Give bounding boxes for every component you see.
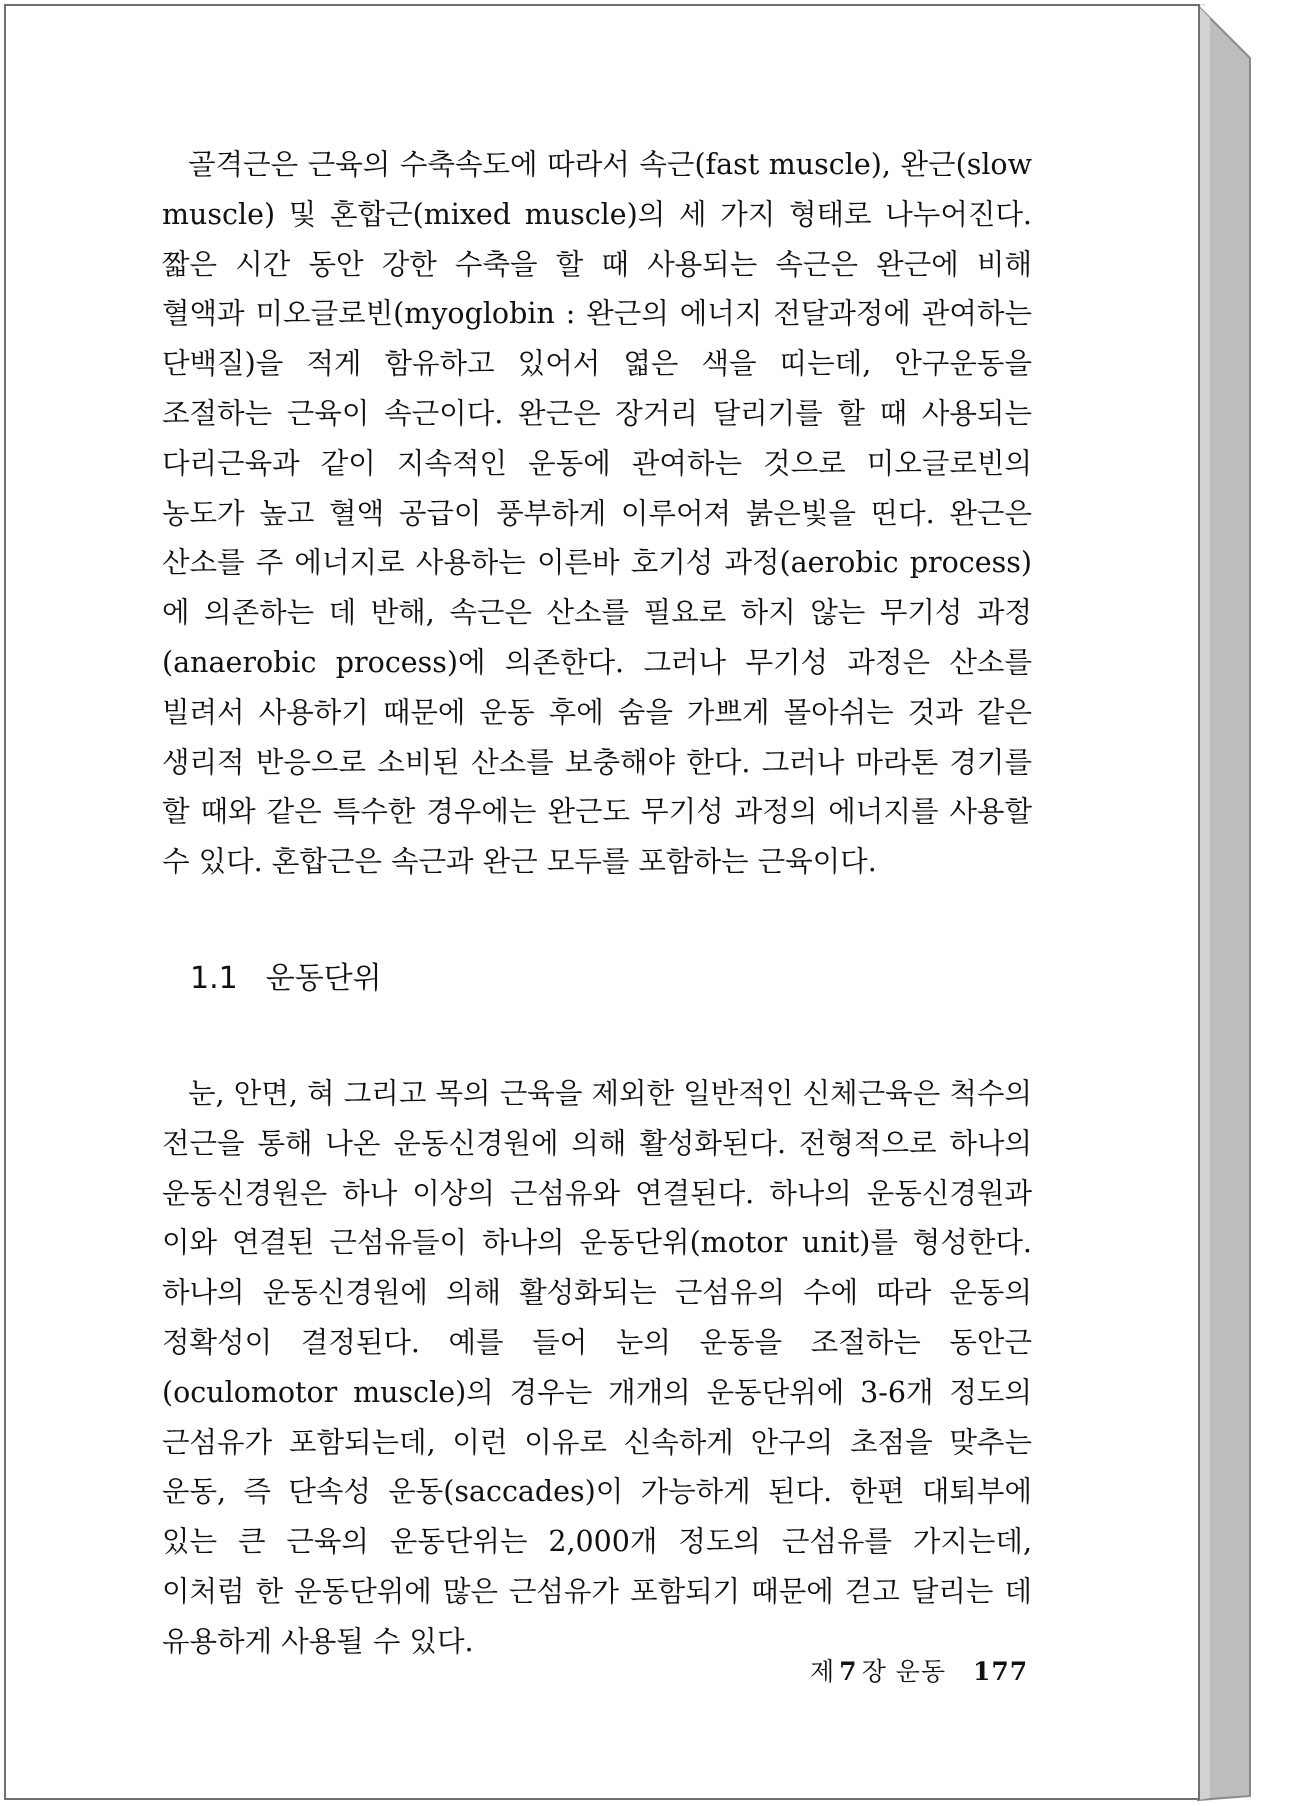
section-title: 운동단위 bbox=[265, 960, 382, 996]
body-paragraph-1: 골격근은 근육의 수축속도에 따라서 속근(fast muscle), 완근(slow muscle) 및 혼합근(mixed muscle)의 세 가지 형태로 나누어진다. 짧은 시간 동안 강한 수축을 할 때 사용되는 속근은 완근에 비해 혈액과 미오글로빈(myoglobin : 완근의 에너지 전달과정에 관여하는 단백질)을 적게 함유하고 있어서 엷은 색을 띠는데, 안구운동을 조절하는 근육이 속근이다. 완근은 장거리 달리기를 할 때 사용되는 다리근육과 같이 지속적인 운동에 관여하는 것으로 미오글로빈의 농도가 높고 혈액 공급이 풍부하게 이루어져 붉은빛을 띤다. 완근은 산소를 주 에너지로 사용하는 이른바 호기성 과정(aerobic process)에 의존하는 데 반해, 속근은 산소를 필요로 하지 않는 무기성 과정(anaerobic process)에 의존한다. 그러나 무기성 과정은 산소를 빌려서 사용하기 때문에 운동 후에 숨을 가쁘게 몰아쉬는 것과 같은 생리적 반응으로 소비된 산소를 보충해야 한다. 그러나 마라톤 경기를 할 때와 같은 특수한 경우에는 완근도 무기성 과정의 에너지를 사용할 수 있다. 혼합근은 속근과 완근 모두를 포함하는 근육이다. bbox=[162, 148, 1032, 879]
chapter-title: 운동 bbox=[895, 1657, 946, 1686]
section-number: 1.1 bbox=[190, 960, 238, 996]
section-heading bbox=[190, 959, 1032, 999]
body-paragraph-2: 눈, 안면, 혀 그리고 목의 근육을 제외한 일반적인 신체근육은 척수의 전근을 통해 나온 운동신경원에 의해 활성화된다. 전형적으로 하나의 운동신경원은 하나 이상의 근섬유와 연결된다. 하나의 운동신경원과 이와 연결된 근섬유들이 하나의 운동단위(motor unit)를 형성한다. 하나의 운동신경원에 의해 활성화되는 근섬유의 수에 따라 운동의 정확성이 결정된다. 예를 들어 눈의 운동을 조절하는 동안근(oculomotor muscle)의 경우는 개개의 운동단위에 3-6개 정도의 근섬유가 포함되는데, 이런 이유로 신속하게 안구의 초점을 맞추는 운동, 즉 단속성 운동(saccades)이 가능하게 된다. 한편 대퇴부에 있는 큰 근육의 운동단위는 2,000개 정도의 근섬유를 가지는데, 이처럼 한 운동단위에 많은 근섬유가 포함되기 때문에 걷고 달리는 데 유용하게 사용될 수 있다. bbox=[162, 1076, 1032, 1658]
chapter-prefix: 제 bbox=[810, 1657, 836, 1686]
chapter-suffix: 장 bbox=[861, 1657, 887, 1686]
chapter-number: 7 bbox=[839, 1657, 858, 1686]
page-content bbox=[162, 140, 1032, 1667]
page-footer bbox=[810, 1652, 1028, 1688]
page-number: 177 bbox=[972, 1657, 1029, 1686]
